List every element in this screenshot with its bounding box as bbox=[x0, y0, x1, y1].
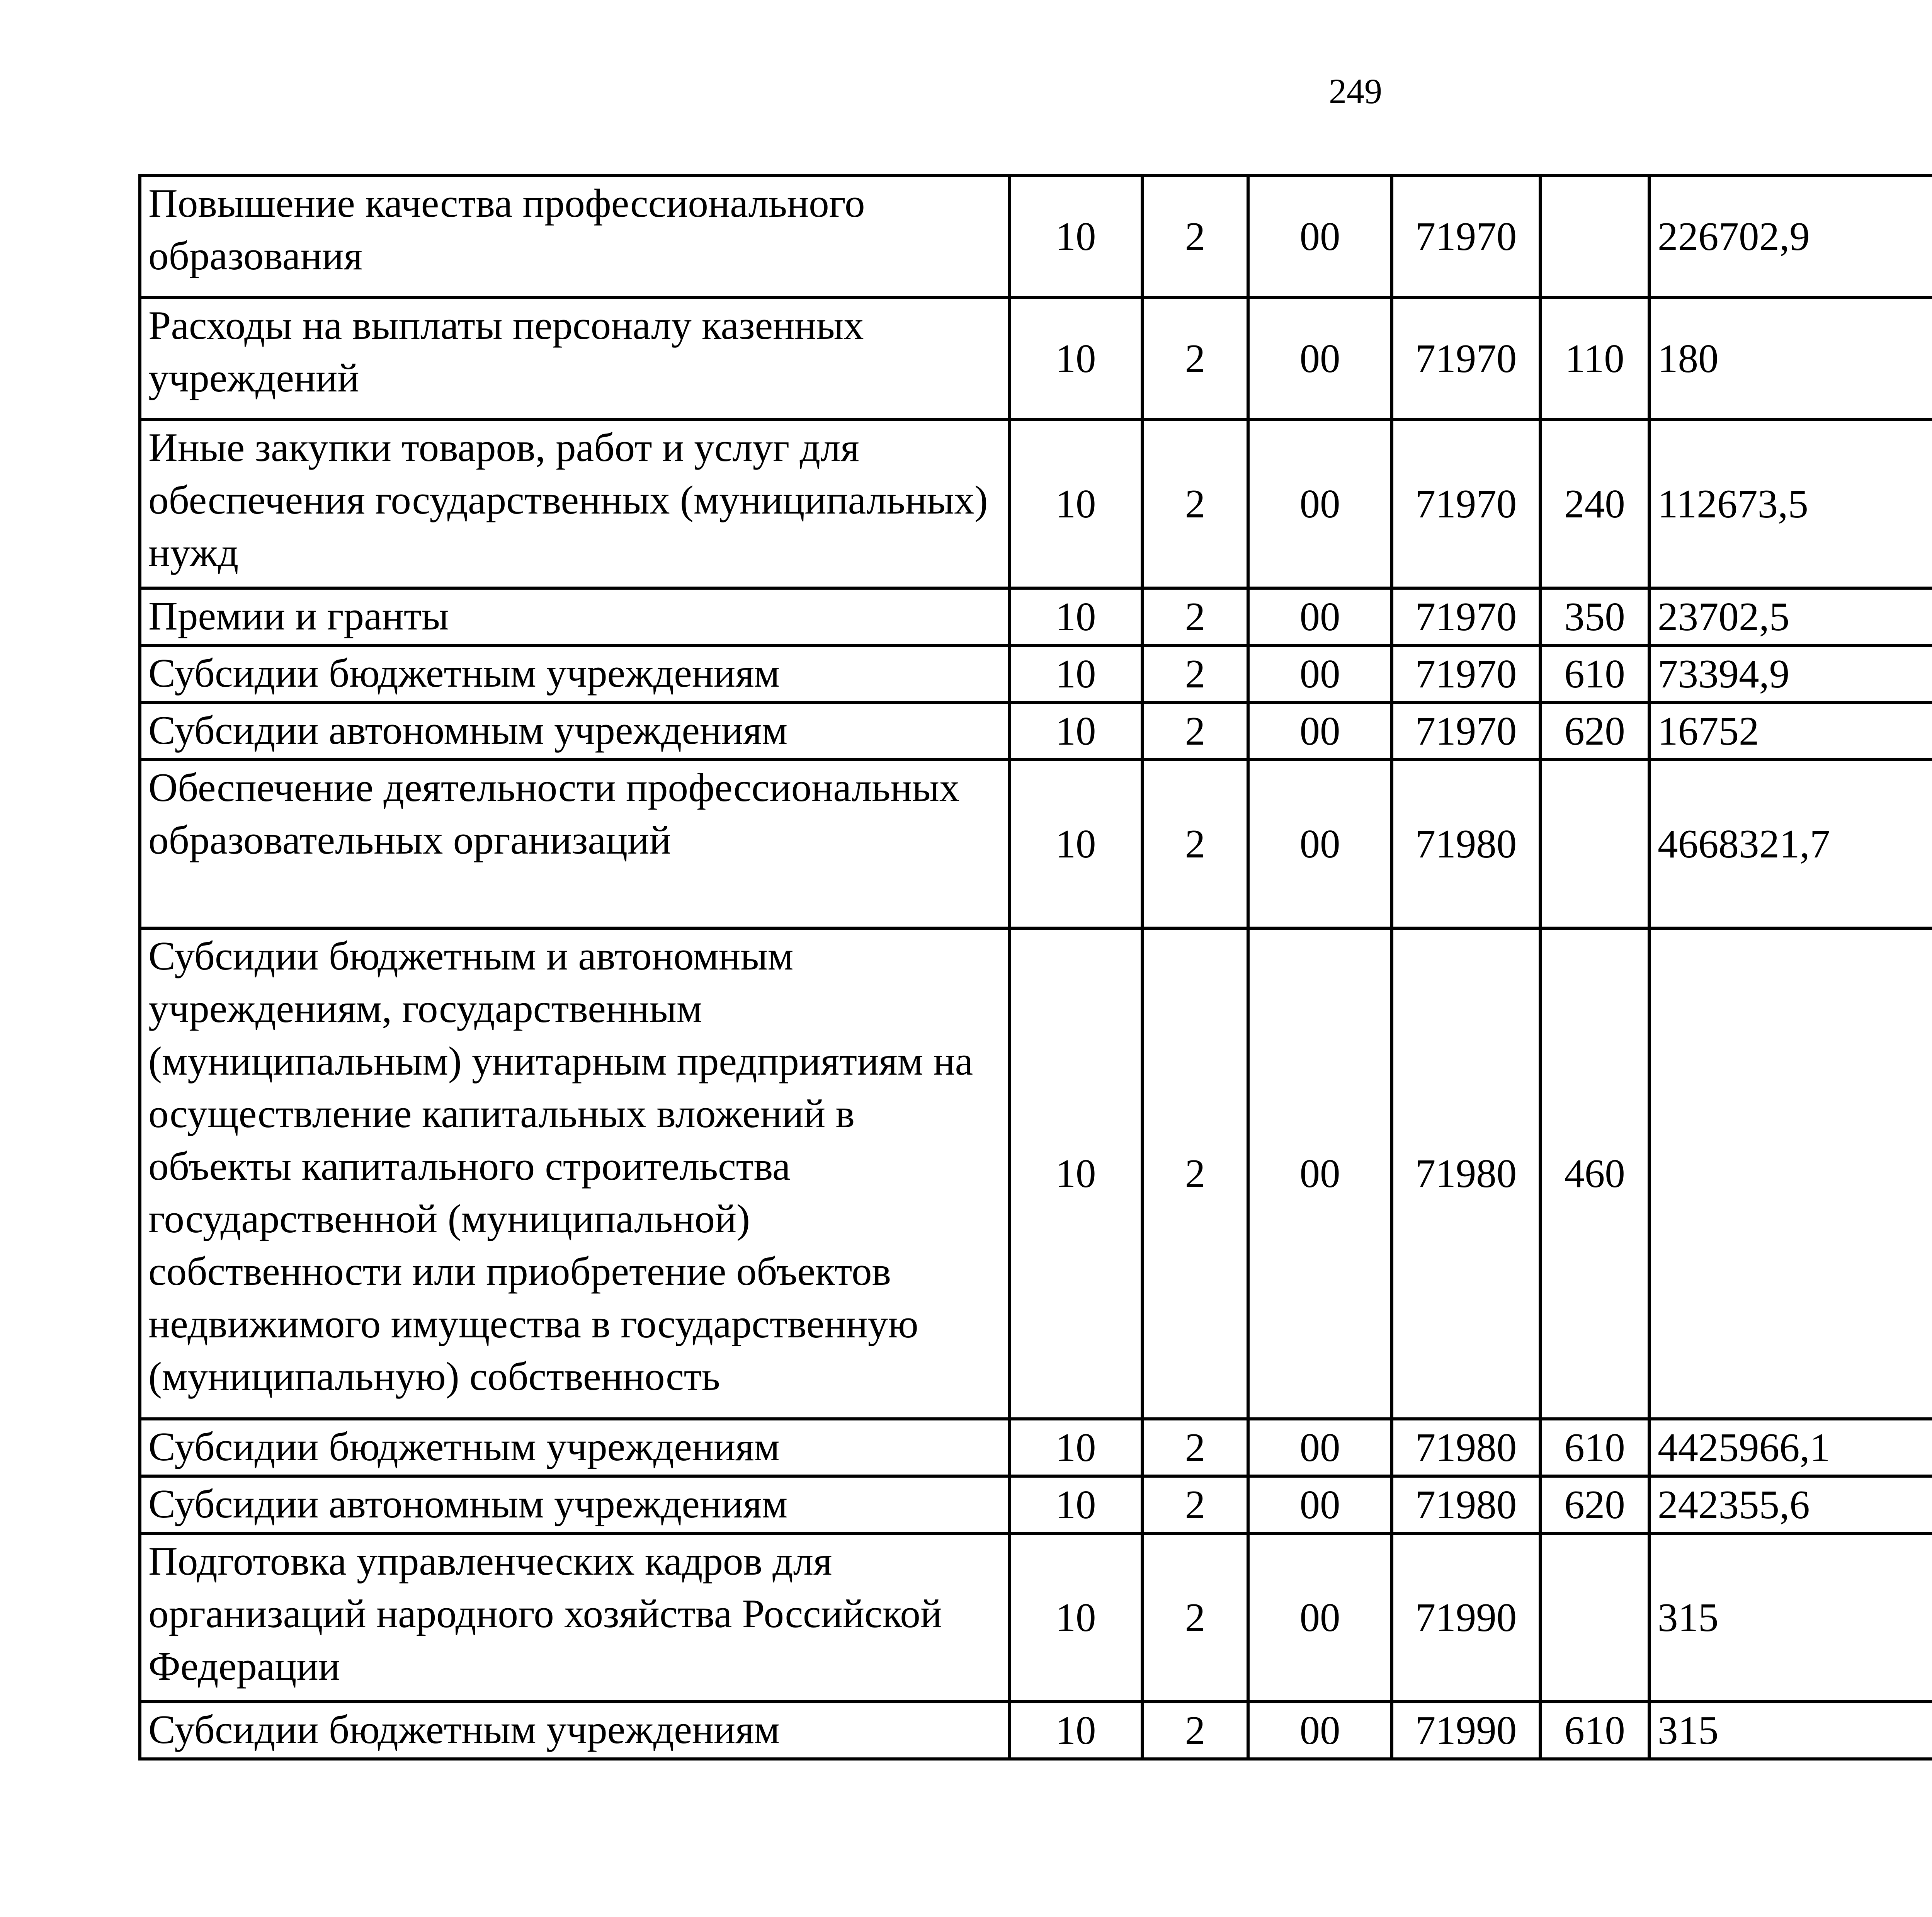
section-code: 10 bbox=[1009, 760, 1142, 928]
expense-type-code: 110 bbox=[1540, 298, 1649, 420]
amount-year-1: 226702,9 bbox=[1649, 175, 1932, 298]
table-row bbox=[140, 175, 1932, 298]
table-row bbox=[140, 298, 1932, 420]
amount-year-1: 315 bbox=[1649, 1702, 1932, 1759]
program-code: 00 bbox=[1248, 175, 1392, 298]
amount-year-1 bbox=[1649, 928, 1932, 1419]
amount-year-1: 23702,5 bbox=[1649, 588, 1932, 645]
program-code: 00 bbox=[1248, 1419, 1392, 1476]
expense-type-code: 610 bbox=[1540, 1702, 1649, 1759]
subsection-code: 2 bbox=[1142, 1476, 1248, 1533]
target-article-code: 71980 bbox=[1392, 760, 1540, 928]
amount-year-1: 73394,9 bbox=[1649, 645, 1932, 703]
subsection-code: 2 bbox=[1142, 175, 1248, 298]
program-code: 00 bbox=[1248, 928, 1392, 1419]
subsection-code: 2 bbox=[1142, 420, 1248, 588]
section-code: 10 bbox=[1009, 588, 1142, 645]
amount-year-1: 16752 bbox=[1649, 703, 1932, 760]
section-code: 10 bbox=[1009, 1533, 1142, 1702]
subsection-code: 2 bbox=[1142, 1702, 1248, 1759]
amount-year-1: 4668321,7 bbox=[1649, 760, 1932, 928]
table-row bbox=[140, 1476, 1932, 1533]
target-article-code: 71970 bbox=[1392, 588, 1540, 645]
program-code: 00 bbox=[1248, 1702, 1392, 1759]
row-name: Субсидии автономным учреждениям bbox=[140, 703, 1009, 760]
row-name: Обеспечение деятельности профессиональных образовательных организаций bbox=[140, 760, 1009, 928]
amount-year-1: 180 bbox=[1649, 298, 1932, 420]
target-article-code: 71970 bbox=[1392, 645, 1540, 703]
expense-type-code: 350 bbox=[1540, 588, 1649, 645]
section-code: 10 bbox=[1009, 1702, 1142, 1759]
section-code: 10 bbox=[1009, 1419, 1142, 1476]
amount-year-1: 112673,5 bbox=[1649, 420, 1932, 588]
row-name: Иные закупки товаров, работ и услуг для обеспечения государственных (муниципальных) нужд bbox=[140, 420, 1009, 588]
table-row bbox=[140, 928, 1932, 1419]
table-row bbox=[140, 420, 1932, 588]
target-article-code: 71980 bbox=[1392, 928, 1540, 1419]
amount-year-1: 4425966,1 bbox=[1649, 1419, 1932, 1476]
table-row bbox=[140, 1533, 1932, 1702]
amount-year-1: 315 bbox=[1649, 1533, 1932, 1702]
row-name: Премии и гранты bbox=[140, 588, 1009, 645]
row-name: Субсидии автономным учреждениям bbox=[140, 1476, 1009, 1533]
program-code: 00 bbox=[1248, 588, 1392, 645]
section-code: 10 bbox=[1009, 1476, 1142, 1533]
expense-type-code bbox=[1540, 175, 1649, 298]
target-article-code: 71990 bbox=[1392, 1702, 1540, 1759]
row-name: Субсидии бюджетным и автономным учреждениям, государственным (муниципальным) унитарным предприятиям на осуществление капитальных вложений в объекты капитального строительства государственной (муниципальной) собственности или приобретение объектов недвижимого имущества в государственную (муниципальную) собственность bbox=[140, 928, 1009, 1419]
table-row bbox=[140, 1419, 1932, 1476]
expense-type-code: 620 bbox=[1540, 1476, 1649, 1533]
subsection-code: 2 bbox=[1142, 1419, 1248, 1476]
program-code: 00 bbox=[1248, 645, 1392, 703]
page-number: 249 bbox=[1329, 71, 1382, 111]
target-article-code: 71970 bbox=[1392, 703, 1540, 760]
expense-type-code: 610 bbox=[1540, 645, 1649, 703]
subsection-code: 2 bbox=[1142, 1533, 1248, 1702]
table-row bbox=[140, 760, 1932, 928]
expense-type-code: 460 bbox=[1540, 928, 1649, 1419]
table-row bbox=[140, 645, 1932, 703]
target-article-code: 71970 bbox=[1392, 298, 1540, 420]
budget-table bbox=[138, 174, 1932, 1761]
section-code: 10 bbox=[1009, 645, 1142, 703]
target-article-code: 71980 bbox=[1392, 1476, 1540, 1533]
program-code: 00 bbox=[1248, 1476, 1392, 1533]
target-article-code: 71990 bbox=[1392, 1533, 1540, 1702]
program-code: 00 bbox=[1248, 703, 1392, 760]
row-name: Субсидии бюджетным учреждениям bbox=[140, 1702, 1009, 1759]
section-code: 10 bbox=[1009, 703, 1142, 760]
amount-year-1: 242355,6 bbox=[1649, 1476, 1932, 1533]
row-name: Субсидии бюджетным учреждениям bbox=[140, 1419, 1009, 1476]
subsection-code: 2 bbox=[1142, 645, 1248, 703]
table-row bbox=[140, 703, 1932, 760]
subsection-code: 2 bbox=[1142, 928, 1248, 1419]
target-article-code: 71970 bbox=[1392, 420, 1540, 588]
section-code: 10 bbox=[1009, 175, 1142, 298]
section-code: 10 bbox=[1009, 420, 1142, 588]
row-name: Подготовка управленческих кадров для организаций народного хозяйства Российской Федерации bbox=[140, 1533, 1009, 1702]
section-code: 10 bbox=[1009, 928, 1142, 1419]
subsection-code: 2 bbox=[1142, 588, 1248, 645]
subsection-code: 2 bbox=[1142, 703, 1248, 760]
subsection-code: 2 bbox=[1142, 760, 1248, 928]
expense-type-code: 620 bbox=[1540, 703, 1649, 760]
target-article-code: 71980 bbox=[1392, 1419, 1540, 1476]
expense-type-code bbox=[1540, 760, 1649, 928]
table-row bbox=[140, 1702, 1932, 1759]
program-code: 00 bbox=[1248, 298, 1392, 420]
program-code: 00 bbox=[1248, 1533, 1392, 1702]
expense-type-code bbox=[1540, 1533, 1649, 1702]
target-article-code: 71970 bbox=[1392, 175, 1540, 298]
program-code: 00 bbox=[1248, 760, 1392, 928]
row-name: Субсидии бюджетным учреждениям bbox=[140, 645, 1009, 703]
subsection-code: 2 bbox=[1142, 298, 1248, 420]
program-code: 00 bbox=[1248, 420, 1392, 588]
row-name: Расходы на выплаты персоналу казенных учреждений bbox=[140, 298, 1009, 420]
expense-type-code: 610 bbox=[1540, 1419, 1649, 1476]
row-name: Повышение качества профессионального образования bbox=[140, 175, 1009, 298]
table-row bbox=[140, 588, 1932, 645]
expense-type-code: 240 bbox=[1540, 420, 1649, 588]
section-code: 10 bbox=[1009, 298, 1142, 420]
